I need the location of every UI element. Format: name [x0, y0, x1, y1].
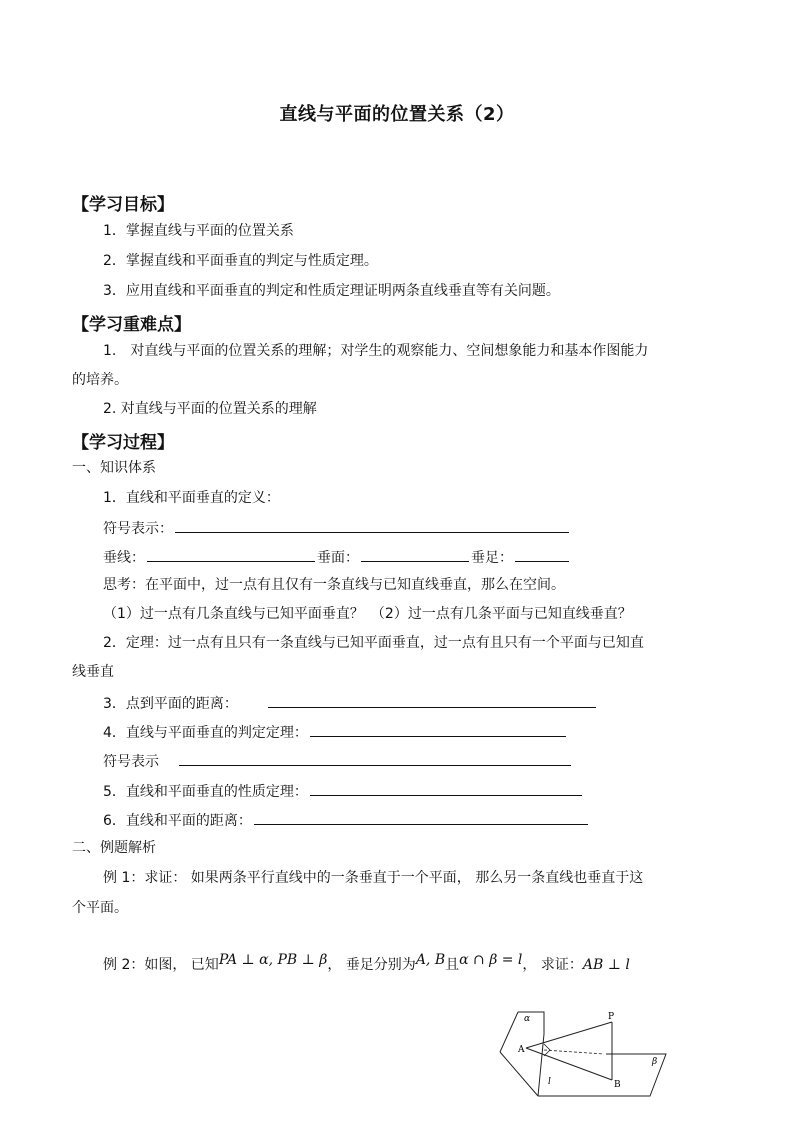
objective-item: 1．掌握直线与平面的位置关系	[103, 223, 294, 239]
plane-alpha-edge	[500, 1012, 518, 1052]
geometry-svg	[498, 1008, 676, 1100]
foot-blank[interactable]	[515, 546, 569, 562]
label-l: l	[548, 1077, 551, 1087]
think-questions: （1）过一点有几条直线与已知平面垂直？ （2）过一点有几条平面与已知直线垂直？	[103, 606, 632, 622]
theorem-text-cont: 线垂直	[72, 664, 114, 680]
think-text: 思考：在平面中，过一点有且仅有一条直线与已知直线垂直，那么在空间。	[103, 577, 565, 593]
example2-prove: ， 求证：	[522, 957, 583, 973]
plane-alpha-lower	[500, 1052, 538, 1096]
keypoint-item-cont: 的培养。	[72, 372, 128, 388]
property-blank[interactable]	[310, 780, 582, 796]
example2-mid: ， 垂足分别为	[327, 957, 416, 973]
example2-and: 且	[445, 957, 460, 973]
label-alpha: α	[524, 1014, 531, 1024]
example2-prefix: 例 2：如图， 已知	[103, 957, 219, 973]
line-plane-dist-blank[interactable]	[254, 809, 588, 825]
perp-row	[103, 546, 571, 568]
part2-heading: 二、例题解析	[72, 840, 156, 856]
example1-text: 例 1：求证： 如果两条平行直线中的一条垂直于一个平面， 那么另一条直线也垂直于这	[103, 870, 644, 886]
geometry-figure	[498, 1008, 676, 1104]
process-heading: 【学习过程】	[72, 433, 174, 453]
plane-alpha-top	[518, 1012, 544, 1034]
symbol-row-2	[103, 750, 573, 772]
symbol-label: 符号表示：	[103, 521, 173, 537]
line-plane-dist-label: 6．直线和平面的距离：	[103, 813, 252, 829]
criterion-label: 4．直线与平面垂直的判定定理：	[103, 725, 308, 741]
property-label: 5．直线和平面垂直的性质定理：	[103, 784, 308, 800]
criterion-blank[interactable]	[310, 721, 566, 737]
label-B: B	[614, 1080, 621, 1090]
example2-text	[103, 952, 630, 975]
perp-line-label: 垂线：	[103, 550, 145, 566]
label-P: P	[608, 1012, 615, 1022]
plane-beta	[538, 1054, 666, 1096]
example2-feet: A, B	[415, 952, 446, 968]
segment-AB	[526, 1048, 612, 1080]
definition-label: 1．直线和平面垂直的定义：	[103, 490, 280, 506]
perp-plane-label: 垂面：	[317, 550, 359, 566]
keypoint-item: 2. 对直线与平面的位置关系的理解	[103, 401, 317, 417]
objective-item: 3．应用直线和平面垂直的判定和性质定理证明两条直线垂直等有关问题。	[103, 283, 560, 299]
keypoints-heading: 【学习重难点】	[72, 315, 191, 335]
distance-label: 3．点到平面的距离：	[103, 696, 238, 712]
example2-given: PA ⊥ α, PB ⊥ β	[218, 952, 328, 968]
theorem-text: 2．定理：过一点有且只有一条直线与已知平面垂直，过一点有且只有一个平面与已知直	[103, 635, 644, 651]
objectives-heading: 【学习目标】	[72, 195, 174, 215]
page-title: 直线与平面的位置关系（2）	[279, 104, 515, 125]
example1-text-cont: 个平面。	[72, 900, 128, 916]
criterion-row	[103, 721, 568, 743]
perp-plane-blank[interactable]	[361, 546, 469, 562]
objective-item: 2．掌握直线和平面垂直的判定与性质定理。	[103, 253, 378, 269]
foot-label: 垂足：	[471, 550, 513, 566]
symbol-blank[interactable]	[175, 517, 569, 533]
hidden-line	[544, 1050, 604, 1054]
segment-PA	[526, 1022, 612, 1048]
perp-line-blank[interactable]	[147, 546, 315, 562]
symbol-label-2: 符号表示	[103, 754, 159, 770]
part1-heading: 一、知识体系	[72, 460, 156, 476]
keypoint-item: 1. 对直线与平面的位置关系的理解；对学生的观察能力、空间想象能力和基本作图能力	[103, 343, 649, 359]
distance-row	[103, 692, 598, 714]
example2-goal: AB ⊥ l	[582, 957, 630, 973]
property-row	[103, 780, 584, 802]
label-beta: β	[652, 1057, 658, 1067]
distance-blank[interactable]	[268, 692, 596, 708]
symbol-blank-2[interactable]	[179, 750, 571, 766]
symbol-row	[103, 517, 571, 539]
label-A: A	[518, 1045, 525, 1055]
line-plane-dist-row	[103, 809, 590, 831]
example2-condition: α ∩ β = l	[459, 952, 523, 968]
